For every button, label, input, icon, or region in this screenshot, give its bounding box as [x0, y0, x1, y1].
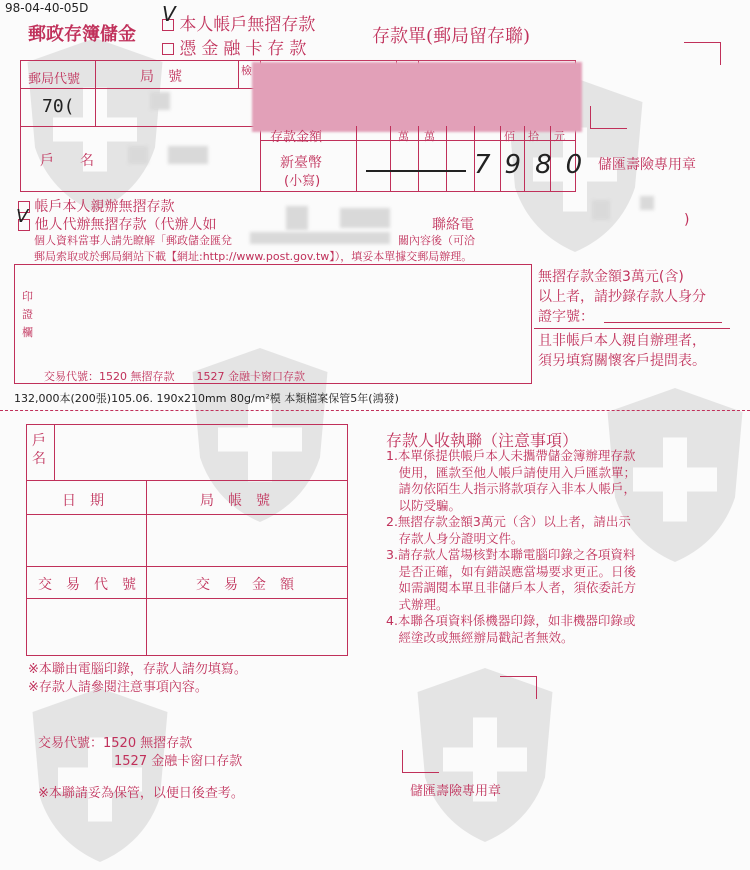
redacted-name	[128, 146, 148, 164]
divider	[54, 424, 55, 480]
branch-code-value: 70(	[42, 96, 75, 117]
notice-line: 是否正確，如有錯誤應當場要求更正。日後	[386, 563, 637, 579]
corner-mark	[500, 676, 537, 699]
currency-sub-label: (小寫)	[284, 174, 321, 189]
check-label: 檢	[241, 64, 252, 77]
receipt-trans-code-label: 交 易 代 號	[38, 577, 136, 593]
redacted-phone	[592, 200, 610, 220]
receipt-note: ※存款人請參閱注意事項內容。	[28, 680, 208, 695]
divider	[390, 126, 391, 192]
side-note: 以上者，請抄錄存款人身分	[538, 289, 706, 305]
agent-checkmark: V	[16, 206, 29, 227]
shield-watermark-icon	[25, 680, 175, 870]
redacted-name	[168, 146, 208, 164]
side-note: 須另填寫關懷客戶提問表。	[538, 353, 706, 369]
notice-line: 4.本聯各項資料係機器印錄，如非機器印錄或	[386, 613, 636, 628]
receipt-trans-amount-label: 交 易 金 額	[196, 577, 294, 593]
notice-title: 存款人收執聯（注意事項）	[386, 431, 579, 450]
amount-value: 7980	[474, 150, 597, 180]
stamp-label-char: 印	[22, 290, 33, 303]
divider	[238, 60, 239, 88]
trans-codes: 交易代號：1520 無摺存款 1527 金融卡窗口存款	[44, 370, 305, 383]
stamp-label-char: 證	[22, 308, 33, 321]
divider	[26, 514, 348, 515]
perforation-line	[0, 410, 750, 411]
side-note: 證字號：	[538, 309, 594, 325]
side-note: 無摺存款金額3萬元(含)	[538, 269, 684, 285]
redacted-text	[250, 232, 390, 244]
redacted-agent-name	[340, 208, 390, 228]
notice-line: 存款人身分證明文件。	[386, 530, 524, 546]
currency-label: 新臺幣	[280, 155, 322, 171]
divider	[418, 126, 419, 192]
divider	[95, 60, 96, 126]
form-code: 98-04-40-05D	[5, 1, 89, 15]
redacted-account	[252, 62, 582, 132]
print-info: 132,000本(200張)105.06. 190x210mm 80g/m²模 本類檔案保管5年(鴻發)	[14, 392, 399, 405]
paren-close: )	[684, 212, 690, 228]
receipt-name-label: 戶名	[32, 433, 46, 467]
checkbox-self-deposit[interactable]: 帳戶本人親辦無摺存款	[18, 196, 174, 216]
receipt-codes: 1527 金融卡窗口存款	[114, 754, 243, 769]
form-title: 郵政存簿儲金	[28, 24, 136, 45]
option-card-deposit[interactable]: 憑金融卡存款	[162, 34, 311, 59]
digit-header: 元	[554, 130, 565, 143]
receipt-codes: 交易代號：1520 無摺存款	[38, 736, 193, 751]
receipt-table	[26, 424, 348, 656]
stamp-area	[14, 264, 532, 384]
option-self-no-passbook[interactable]: 本人帳戶無摺存款	[162, 10, 315, 35]
redacted-phone	[640, 196, 654, 210]
checkmark: V	[162, 2, 176, 26]
divider	[20, 126, 260, 127]
name-label: 戶 名	[40, 153, 100, 169]
stamp-label-char: 欄	[22, 326, 33, 339]
notice-line: 式辦理。	[386, 596, 449, 612]
amount-label: 存款金額	[270, 130, 323, 145]
form-name: 存款單(郵局留存聯)	[372, 26, 531, 47]
privacy-text: 郵局索取或於郵局網站下載【網址:http://www.post.gov.tw】），填妥本單據交郵局辦理。	[34, 250, 473, 263]
receipt-account-label: 局 帳 號	[200, 493, 270, 509]
branch-code-label: 郵局代號	[28, 72, 81, 87]
corner-mark	[684, 42, 721, 65]
divider	[26, 598, 348, 599]
contact-label: 聯絡電	[432, 217, 474, 233]
notice-line: 如需調閱本單且非儲戶本人者，須依委託方	[386, 580, 637, 595]
stamp-use-label: 儲匯壽險專用章	[598, 157, 696, 173]
divider	[534, 328, 730, 329]
corner-mark	[402, 750, 439, 773]
privacy-text: 關內容後（可洽	[398, 234, 475, 247]
digit-header: 拾	[528, 130, 539, 143]
notice-line: 1.本單係提供帳戶本人未攜帶儲金簿辦理存款	[386, 448, 636, 463]
divider	[26, 566, 348, 567]
corner-mark	[590, 106, 627, 129]
notice-list	[386, 448, 636, 646]
notice-line: 請勿依陌生人指示將款項存入非本人帳戶，	[386, 481, 637, 496]
notice-line: 使用，匯款至他人帳戶請使用入戶匯款單；	[386, 464, 637, 480]
notice-line: 3.請存款人當場核對本聯電腦印錄之各項資料	[386, 547, 636, 562]
digit-header: 萬	[398, 130, 409, 143]
receipt-keep-note: ※本聯請妥為保管，以便日後查考。	[38, 786, 244, 801]
receipt-note: ※本聯由電腦印錄，存款人請勿填寫。	[28, 662, 247, 677]
notice-line: 2.無摺存款金額3萬元（含）以上者，請出示	[386, 514, 631, 529]
notice-line: 以防受騙。	[386, 497, 462, 513]
option2-checkbox[interactable]	[162, 43, 174, 55]
divider	[26, 480, 348, 481]
amount-dash	[366, 170, 466, 172]
account-no-label: 局 號	[140, 69, 182, 85]
receipt-date-label: 日 期	[62, 493, 104, 509]
id-number-line	[604, 322, 722, 323]
digit-header: 佰	[504, 130, 515, 143]
divider	[146, 480, 147, 656]
side-note: 且非帳戶本人親自辦理者，	[538, 333, 706, 349]
digit-header: 萬	[424, 130, 435, 143]
divider	[356, 126, 357, 192]
checkbox-agent-deposit[interactable]: 他人代辦無摺存款（代辦人如	[18, 214, 216, 234]
notice-stamp-use: 儲匯壽險專用章	[410, 784, 502, 799]
divider	[446, 126, 447, 192]
privacy-text: 個人資料當事人請先瞭解「郵政儲金匯兌	[34, 234, 232, 247]
redacted-field	[150, 92, 170, 110]
notice-line: 經塗改或無經辦局戳記者無效。	[386, 629, 574, 645]
redacted-agent-name	[286, 206, 308, 230]
